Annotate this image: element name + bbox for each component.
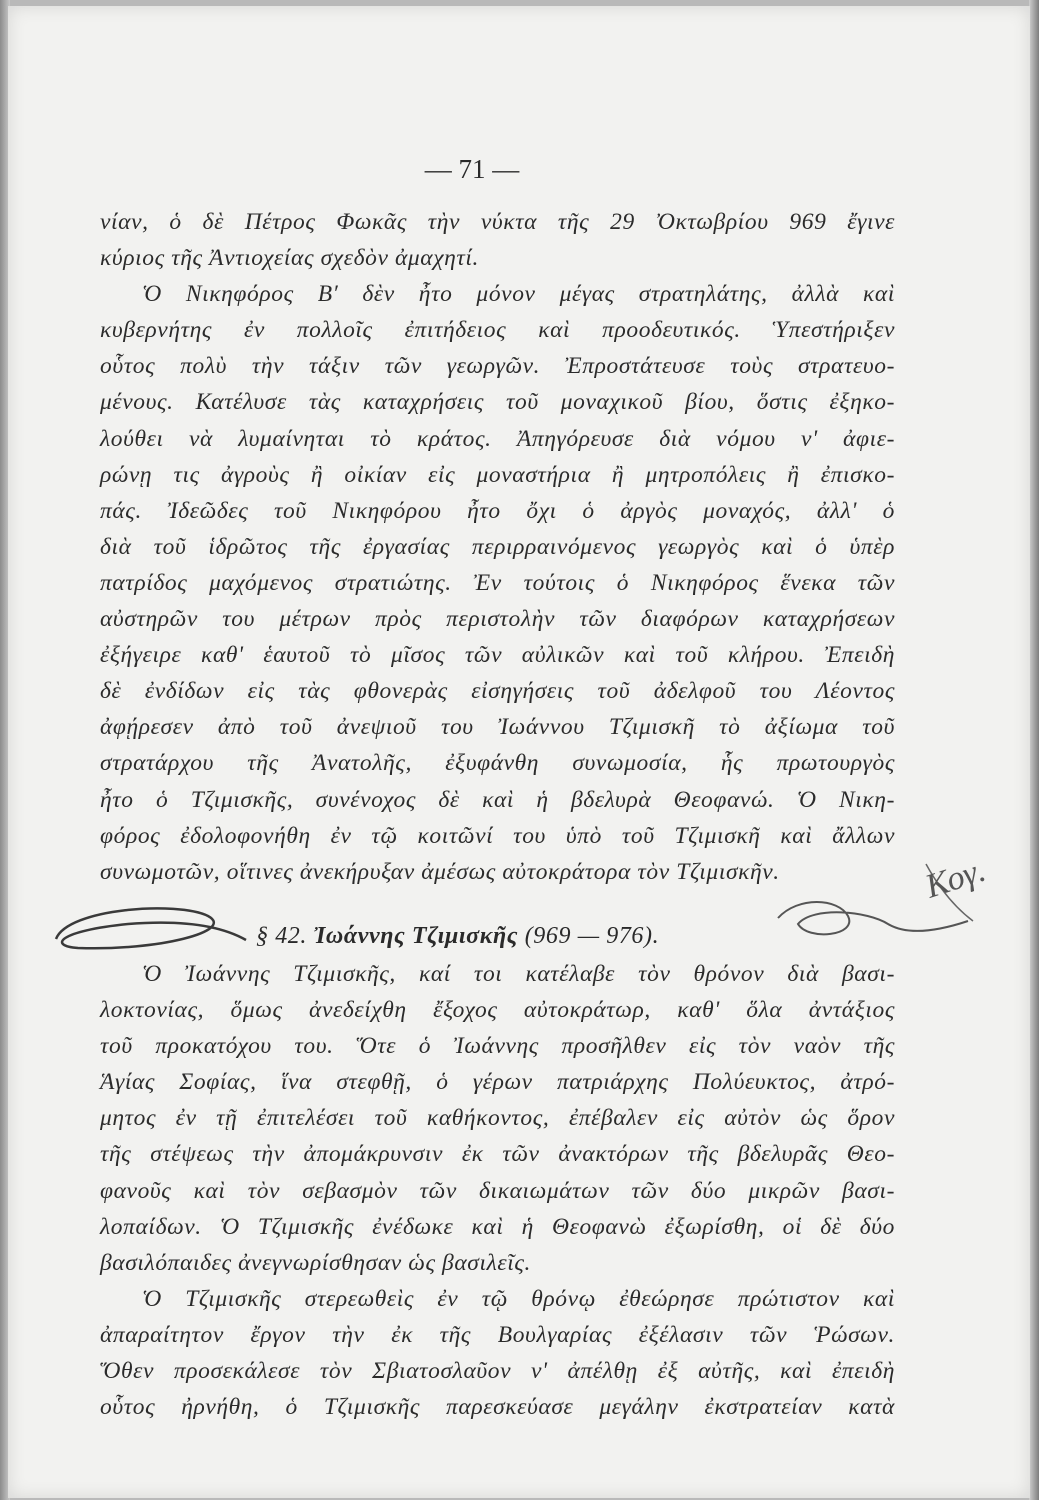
text-line: συνωμοτῶν, οἵτινες ἀνεκήρυξαν ἀμέσως αὐτοκράτορα τὸν Τζιμισκῆν. <box>100 858 780 885</box>
text-line: βασιλόπαιδες ἀνεγνωρίσθησαν ὡς βασιλεῖς. <box>100 1249 531 1276</box>
text-line: ἀφῄρεσεν ἀπὸ τοῦ ἀνεψιοῦ του Ἰωάννου Τζιμισκῆ τὸ ἀξίωμα τοῦ <box>100 714 895 741</box>
margin-note: Κογ. <box>921 851 991 906</box>
text-line: νίαν, ὁ δὲ Πέτρος Φωκᾶς τὴν νύκτα τῆς 29 Ὀκτωβρίου 969 ἔγινε <box>100 209 895 235</box>
text-line: Ἁγίας Σοφίας, ἵνα στεφθῇ, ὁ γέρων πατριάρχης Πολύευκτος, ἀτρό- <box>100 1069 895 1096</box>
section-symbol: § 42. <box>256 923 307 949</box>
text-line: φανοῦς καὶ τὸν σεβασμὸν τῶν δικαιωμάτων τῶν δύο μικρῶν βασι- <box>100 1177 895 1204</box>
text-line: λοπαίδων. Ὁ Τζιμισκῆς ἐνέδωκε καὶ ἡ Θεοφανὼ ἐξωρίσθη, οἱ δὲ δύο <box>100 1213 895 1240</box>
text-line: Ὁ Ἰωάννης Τζιμισκῆς, καί τοι κατέλαβε τὸν θρόνον διὰ βασι- <box>142 961 895 987</box>
scan-right-edge <box>1029 0 1039 1500</box>
text-line: ἐξήγειρε καθ' ἑαυτοῦ τὸ μῖσος τῶν αὐλικῶν καὶ τοῦ κλήρου. Ἐπειδὴ <box>100 642 895 669</box>
text-line: στρατάρχου τῆς Ἀνατολῆς, ἐξυφάνθη συνωμοσία, ἧς πρωτουργὸς <box>100 750 895 777</box>
text-line: λοκτονίας, ὅμως ἀνεδείχθη ἔξοχος αὐτοκράτωρ, καθ' ὅλα ἀντάξιος <box>100 997 895 1024</box>
text-line: πάς. Ἰδεῶδες τοῦ Νικηφόρου ἦτο ὄχι ὁ ἀργὸς μοναχός, ἀλλ' ὁ <box>100 497 895 524</box>
text-line: ἀπαραίτητον ἔργον τὴν ἐκ τῆς Βουλγαρίας ἐξέλασιν τῶν Ῥώσων. <box>100 1321 895 1348</box>
text-line: ρώνῃ τις ἀγροὺς ἢ οἰκίαν εἰς μοναστήρια ἢ μητροπόλεις ἢ ἐπισκο- <box>100 461 895 488</box>
text-line: Ὁ Τζιμισκῆς στερεωθεὶς ἐν τῷ θρόνῳ ἐθεώρησε πρώτιστον καὶ <box>142 1285 895 1312</box>
book-page <box>8 6 1030 1498</box>
page-number: — 71 — <box>424 154 520 184</box>
text-line: πατρίδος μαχόμενος στρατιώτης. Ἐν τούτοις ὁ Νικηφόρος ἕνεκα τῶν <box>100 569 895 596</box>
text-line: κυβερνήτης ἐν πολλοῖς ἐπιτήδειος καὶ προοδευτικός. Ὑπεστήριξεν <box>100 317 895 344</box>
text-line: Ὅθεν προσεκάλεσε τὸν Σβιατοσλαῦον ν' ἀπέλθῃ ἐξ αὐτῆς, καὶ ἐπειδὴ <box>100 1358 895 1385</box>
section-dates: (969 — 976). <box>524 923 660 949</box>
pencil-scribble <box>778 902 968 934</box>
text-line: λούθει νὰ λυμαίνηται τὸ κράτος. Ἀπηγόρευσε διὰ νόμου ν' ἀφιε- <box>100 425 895 452</box>
text-line: μητος ἐν τῇ ἐπιτελέσει τοῦ καθήκοντος, ἐπέβαλεν εἰς αὐτὸν ὡς ὅρον <box>100 1105 895 1132</box>
text-line: κύριος τῆς Ἀντιοχείας σχεδὸν ἀμαχητί. <box>100 245 480 272</box>
text-line: τοῦ προκατόχου του. Ὅτε ὁ Ἰωάννης προσῆλθεν εἰς τὸν ναὸν τῆς <box>100 1033 895 1060</box>
text-line: ἦτο ὁ Τζιμισκῆς, συνένοχος δὲ καὶ ἡ βδελυρὰ Θεοφανώ. Ὁ Νικη- <box>100 786 895 813</box>
text-line: διὰ τοῦ ἱδρῶτος τῆς ἐργασίας περιρραινόμενος γεωργὸς καὶ ὁ ὑπὲρ <box>100 533 895 560</box>
pencil-loop-mark <box>56 908 246 948</box>
text-line: δὲ ἐνδίδων εἰς τὰς φθονερὰς εἰσηγήσεις τοῦ ἀδελφοῦ του Λέοντος <box>100 678 895 705</box>
text-line: Ὁ Νικηφόρος Β′ δὲν ἦτο μόνον μέγας στρατηλάτης, ἀλλὰ καὶ <box>142 281 895 308</box>
text-line: οὗτος πολὺ τὴν τάξιν τῶν γεωργῶν. Ἐπροστάτευσε τοὺς στρατευο- <box>100 353 895 380</box>
text-line: αὐστηρῶν του μέτρων πρὸς περιστολὴν τῶν διαφόρων καταχρήσεων <box>100 606 895 633</box>
text-line: τῆς στέψεως τὴν ἀπομάκρυνσιν ἐκ τῶν ἀνακτόρων τῆς βδελυρᾶς Θεο- <box>100 1141 895 1168</box>
text-line: φόρος ἐδολοφονήθη ἐν τῷ κοιτῶνί του ὑπὸ τοῦ Τζιμισκῆ καὶ ἄλλων <box>100 822 895 849</box>
text-line: οὗτος ἠρνήθη, ὁ Τζιμισκῆς παρεσκεύασε μεγάλην ἐκστρατείαν κατὰ <box>100 1394 895 1421</box>
section-title: Ἰωάννης Τζιμισκῆς <box>313 923 519 949</box>
text-line: μένους. Κατέλυσε τὰς καταχρήσεις τοῦ μοναχικοῦ βίου, ὅστις ἐξηκο- <box>100 389 895 416</box>
pencil-annotations <box>8 6 1030 1498</box>
